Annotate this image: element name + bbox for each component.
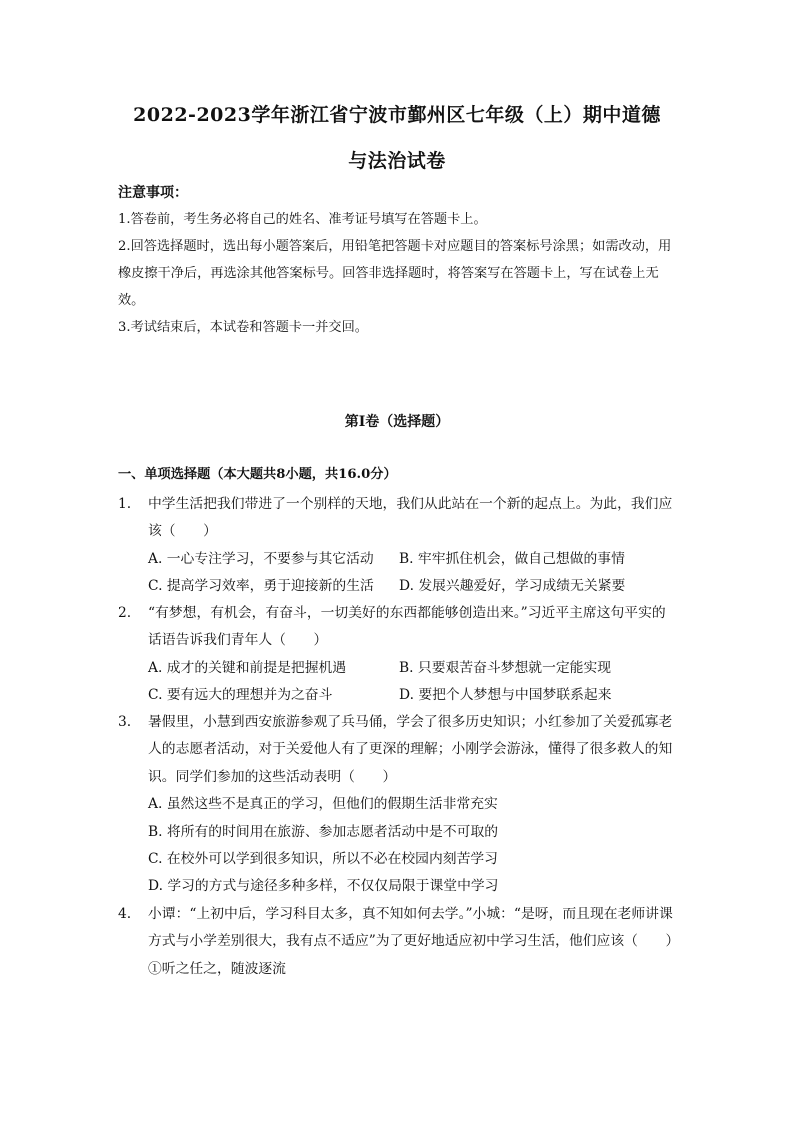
option-1: ①听之任之，随波逐流 xyxy=(148,960,286,977)
option-d: D. 要把个人梦想与中国梦联系起来 xyxy=(399,687,612,704)
exam-title-line2: 与法治试卷 xyxy=(348,150,446,172)
option-b: B. 牢牢抓住机会，做自己想做的事情 xyxy=(399,550,625,567)
notice-item-1: 1.答卷前，考生务必将自己的姓名、准考证号填写在答题卡上。 xyxy=(118,212,487,227)
question-number: 2. xyxy=(118,605,132,621)
option-d: D. 发展兴趣爱好，学习成绩无关紧要 xyxy=(399,578,626,595)
option-a: A. 成才的关键和前提是把握机遇 xyxy=(148,659,347,676)
question-options xyxy=(148,956,678,983)
option-d: D. 学习的方式与途径多种多样，不仅仅局限于课堂中学习 xyxy=(148,878,499,895)
exam-title-line1: 2022-2023学年浙江省宁波市鄞州区七年级（上）期中道德 xyxy=(133,104,661,126)
question-number: 4. xyxy=(118,906,132,922)
option-a: A. 虽然这些不是真正的学习，但他们的假期生活非常充实 xyxy=(148,796,498,813)
notice-item-2: 2.回答选择题时，选出每小题答案后，用铅笔把答题卡对应题目的答案标号涂黑；如需改动，用橡皮擦干净后，再选涂其他答案标号。回答非选择题时，将答案写在答题卡上，写在试卷上无效。 xyxy=(118,239,672,308)
option-c: C. 在校外可以学到很多知识，所以不必在校园内刻苦学习 xyxy=(148,851,498,868)
section-title: 第I卷（选择题） xyxy=(344,414,450,430)
question-2 xyxy=(118,600,678,710)
question-stem: 暑假里，小慧到西安旅游参观了兵马俑，学会了很多历史知识；小红参加了关爱孤寡老人的志愿者活动，对于关爱他人有了更深的理解；小刚学会游泳，懂得了很多救人的知识。同学们参加的这些活动表明（ ） xyxy=(148,714,673,785)
option-b: B. 将所有的时间用在旅游、参加志愿者活动中是不可取的 xyxy=(148,823,499,840)
question-stem: “有梦想，有机会，有奋斗，一切美好的东西都能够创造出来。”习近平主席这句平实的话语告诉我们青年人（ ） xyxy=(148,605,666,649)
question-3 xyxy=(118,709,678,901)
question-stem: 中学生活把我们带进了一个别样的天地，我们从此站在一个新的起点上。为此，我们应该（ ） xyxy=(148,496,673,540)
question-stem: 小谭：“上初中后，学习科目太多，真不知如何去学。”小城：“是呀，而且现在老师讲课方式与小学差别很大，我有点不适应”为了更好地适应初中学习生活，他们应该（ ） xyxy=(148,906,680,950)
option-c: C. 要有远大的理想并为之奋斗 xyxy=(148,687,333,704)
question-options xyxy=(148,655,678,710)
question-4 xyxy=(118,901,678,983)
notice-item-3: 3.考试结束后，本试卷和答题卡一并交回。 xyxy=(118,320,368,335)
option-c: C. 提高学习效率，勇于迎接新的生活 xyxy=(148,578,374,595)
option-a: A. 一心专注学习，不要参与其它活动 xyxy=(148,550,374,567)
question-options xyxy=(148,546,678,601)
question-options xyxy=(148,791,678,901)
option-b: B. 只要艰苦奋斗梦想就一定能实现 xyxy=(399,659,612,676)
notice-heading: 注意事项： xyxy=(118,185,188,201)
part-title: 一、单项选择题（本大题共8小题，共16.0分） xyxy=(118,467,397,482)
question-number: 3. xyxy=(118,714,132,730)
question-number: 1. xyxy=(118,496,132,512)
question-1 xyxy=(118,491,678,601)
